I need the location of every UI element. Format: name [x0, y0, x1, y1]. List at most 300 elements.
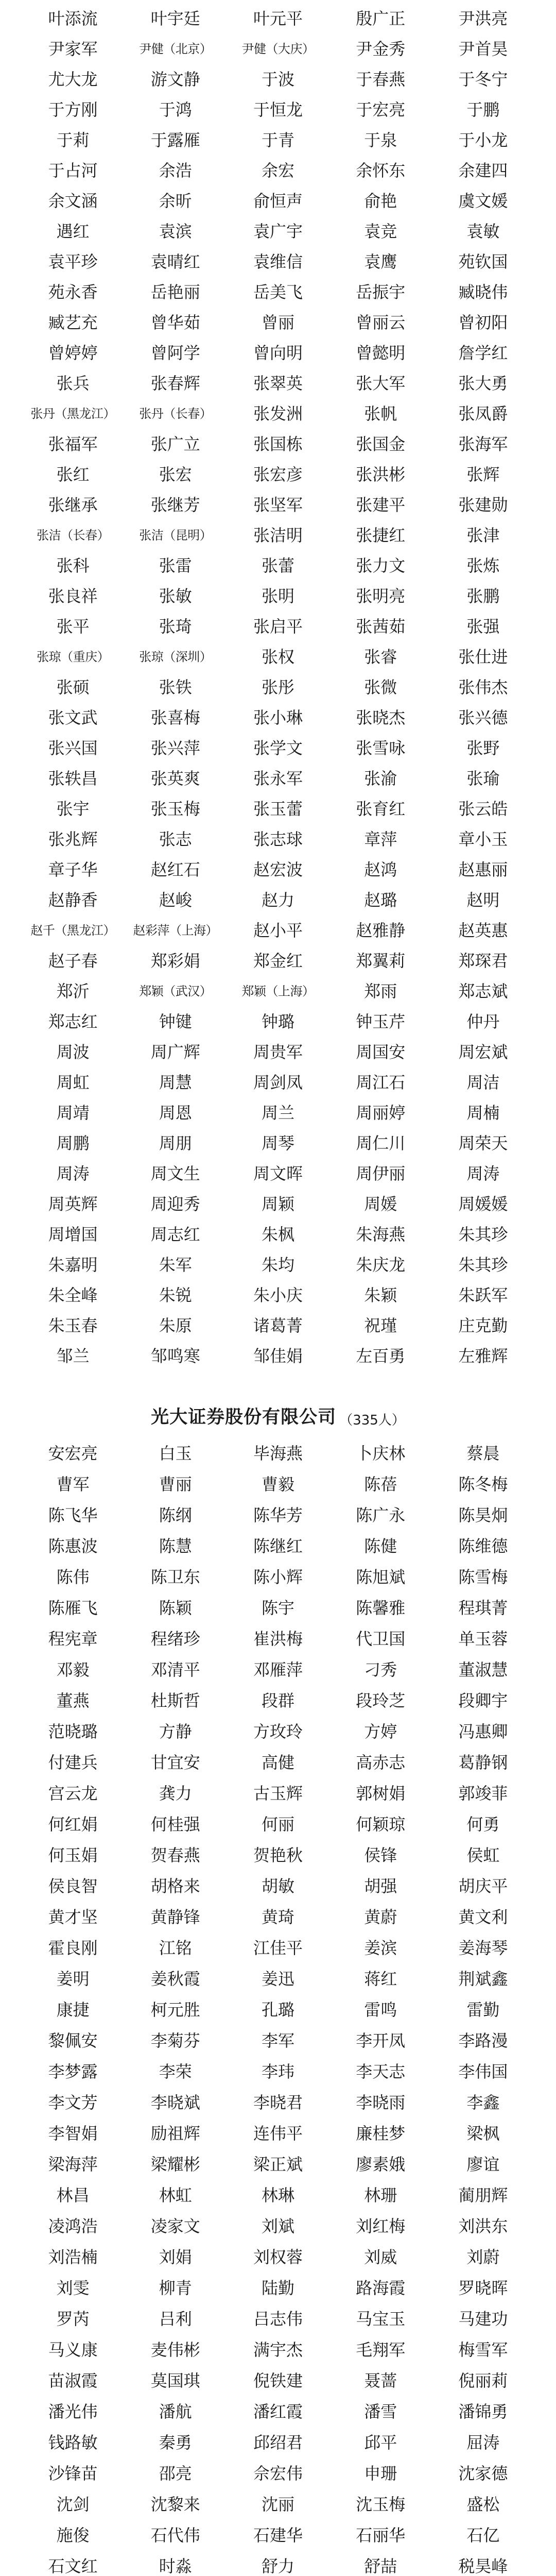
person-name: 刘浩楠 [48, 2247, 98, 2267]
person-name: 张建平 [356, 495, 406, 515]
person-name: 岳振宇 [356, 282, 406, 302]
person-name: 林虹 [159, 2185, 192, 2205]
person-name: 侯虹 [466, 1845, 500, 1865]
person-name: 周朋 [159, 1133, 192, 1153]
name-row [22, 2086, 534, 2117]
person-name: 钟键 [159, 1011, 192, 1031]
person-name: 姜迅 [261, 1969, 294, 1989]
person-name: 连伟平 [253, 2124, 303, 2143]
person-name: 尹洪亮 [458, 8, 508, 28]
person-name: 李菊芬 [150, 2031, 200, 2050]
person-name: 张辉 [466, 464, 500, 484]
name-row [22, 2550, 534, 2576]
person-name: 张琼（重庆） [37, 650, 110, 664]
person-name: 黄文利 [458, 1907, 508, 1927]
person-name: 臧晓伟 [458, 282, 508, 302]
person-name: 袁维信 [253, 251, 303, 272]
person-name: 于春燕 [356, 69, 406, 89]
person-name: 刘娟 [159, 2247, 192, 2267]
person-name: 张小琳 [253, 707, 303, 727]
person-name: 李晓雨 [356, 2093, 406, 2112]
member-count: （335人） [339, 1413, 405, 1428]
name-row [22, 944, 534, 975]
person-name: 张捷红 [356, 525, 406, 545]
person-name: 于小龙 [458, 130, 508, 150]
person-name: 路海霞 [356, 2278, 406, 2298]
name-row [22, 2488, 534, 2519]
person-name: 李晓君 [253, 2093, 303, 2112]
person-name: 倪丽莉 [458, 2371, 508, 2391]
person-name: 曾华茹 [150, 312, 200, 332]
person-name: 陈冬梅 [458, 1475, 508, 1494]
person-name: 赵峻 [159, 890, 192, 910]
person-name: 李梦露 [48, 2062, 98, 2081]
name-row [22, 1127, 534, 1157]
person-name: 朱其珍 [458, 1224, 508, 1244]
name-row [22, 1248, 534, 1279]
person-name: 张明亮 [356, 586, 406, 606]
name-row [22, 1499, 534, 1530]
person-name: 刘威 [364, 2247, 397, 2267]
person-name: 张广立 [150, 434, 200, 454]
person-name: 程宪章 [48, 1629, 98, 1649]
person-name: 李玮 [261, 2062, 294, 2081]
person-name: 赵子春 [48, 951, 98, 971]
person-name: 倪铁建 [253, 2371, 303, 2391]
person-name: 何红娟 [48, 1815, 98, 1834]
person-name: 邹佳娟 [253, 1346, 303, 1366]
person-name: 凌鸿浩 [48, 2216, 98, 2236]
name-row [22, 2272, 534, 2302]
person-name: 周仁川 [356, 1133, 406, 1153]
person-name: 舒力 [261, 2556, 294, 2576]
person-name: 付建兵 [48, 1753, 98, 1772]
person-name: 曾向明 [253, 343, 303, 363]
name-row [22, 367, 534, 397]
person-name: 贺艳秋 [253, 1845, 303, 1865]
person-name: 袁滨 [159, 221, 192, 241]
name-row [22, 397, 534, 428]
person-name: 马义康 [48, 2340, 98, 2360]
person-name: 张玉梅 [150, 799, 200, 819]
person-name: 张帆 [364, 403, 397, 423]
name-row [22, 2148, 534, 2179]
person-name: 张凤爵 [458, 403, 508, 423]
person-name: 胡庆平 [458, 1876, 508, 1896]
person-name: 蒋红 [364, 1969, 397, 1989]
person-name: 陈宇 [261, 1598, 294, 1618]
person-name: 尹金秀 [356, 39, 406, 59]
person-name: 龚力 [159, 1784, 192, 1803]
person-name: 方玫玲 [253, 1722, 303, 1741]
person-name: 梁海萍 [48, 2155, 98, 2174]
person-name: 尹健（大庆） [241, 42, 315, 56]
person-name: 陈雁飞 [48, 1598, 98, 1618]
person-name: 潘光伟 [48, 2402, 98, 2421]
person-name: 胡强 [364, 1876, 397, 1896]
person-name: 朱颖 [364, 1285, 397, 1305]
person-name: 张翠英 [253, 373, 303, 393]
name-row [22, 154, 534, 184]
person-name: 张继承 [48, 495, 98, 515]
person-name: 郭竣菲 [458, 1784, 508, 1803]
person-name: 张兴德 [458, 707, 508, 727]
person-name: 袁平珍 [48, 251, 98, 272]
person-name: 章萍 [364, 829, 397, 849]
person-name: 赵明 [466, 890, 500, 910]
person-name: 周媛 [364, 1194, 397, 1214]
person-name: 安宏亮 [48, 1444, 98, 1463]
name-row [22, 2302, 534, 2333]
person-name: 郑沂 [56, 981, 90, 1001]
person-name: 赵静香 [48, 890, 98, 910]
person-name: 马宝玉 [356, 2309, 406, 2329]
person-name: 曾初阳 [458, 312, 508, 332]
person-name: 申珊 [364, 2464, 397, 2483]
person-name: 程琪菁 [458, 1598, 508, 1618]
company-name: 光大证券股份有限公司 [151, 1407, 337, 1428]
person-name: 陈蓓 [364, 1475, 397, 1494]
person-name: 余怀东 [356, 160, 406, 180]
person-name: 张志球 [253, 829, 303, 849]
person-name: 张坚军 [253, 495, 303, 515]
person-name: 石丽华 [356, 2526, 406, 2545]
person-name: 刘斌 [261, 2216, 294, 2236]
person-name: 麦伟彬 [150, 2340, 200, 2360]
person-name: 侯良智 [48, 1876, 98, 1896]
name-row [22, 1653, 534, 1684]
person-name: 廉桂梦 [356, 2124, 406, 2143]
person-name: 于青 [261, 130, 294, 150]
person-name: 郑志红 [48, 1011, 98, 1031]
person-name: 何颖琼 [356, 1815, 406, 1834]
person-name: 李路漫 [458, 2031, 508, 2050]
person-name: 朱锐 [159, 1285, 192, 1305]
person-name: 于鸿 [159, 99, 192, 120]
person-name: 张文武 [48, 707, 98, 727]
name-row [22, 1993, 534, 2024]
person-name: 朱其珍 [458, 1255, 508, 1275]
person-name: 江佳平 [253, 1938, 303, 1958]
person-name: 周荣天 [458, 1133, 508, 1153]
person-name: 郭树娟 [356, 1784, 406, 1803]
person-name: 葛静钢 [458, 1753, 508, 1772]
name-row [22, 640, 534, 671]
person-name: 尹健（北京） [139, 42, 212, 56]
person-name: 朱枫 [261, 1224, 294, 1244]
person-name: 于波 [261, 69, 294, 89]
person-name: 邵亮 [159, 2464, 192, 2483]
name-row [22, 2179, 534, 2210]
name-row [22, 1309, 534, 1340]
person-name: 苑钦国 [458, 251, 508, 272]
person-name: 马建功 [458, 2309, 508, 2329]
person-name: 陈旭斌 [356, 1567, 406, 1587]
person-name: 左雅辉 [458, 1346, 508, 1366]
name-row [22, 1622, 534, 1653]
person-name: 朱玉春 [48, 1315, 98, 1335]
person-name: 邓毅 [56, 1660, 90, 1680]
person-name: 舒喆 [364, 2556, 397, 2576]
person-name: 姜滨 [364, 1938, 397, 1958]
person-name: 祝瑾 [364, 1315, 397, 1335]
person-name: 张学文 [253, 738, 303, 758]
person-name: 陈慧 [159, 1536, 192, 1556]
person-name: 何丽 [261, 1815, 294, 1834]
person-name: 何勇 [466, 1815, 500, 1834]
person-name: 白玉 [159, 1444, 192, 1463]
person-name: 陈雪梅 [458, 1567, 508, 1587]
person-name: 虞文媛 [458, 191, 508, 211]
person-name: 于恒龙 [253, 99, 303, 120]
person-name: 曾懿明 [356, 343, 406, 363]
person-name: 郑颖（上海） [241, 984, 315, 998]
person-name: 周波 [56, 1042, 90, 1062]
person-name: 李军 [261, 2031, 294, 2050]
name-row [22, 884, 534, 914]
person-name: 梁枫 [466, 2124, 500, 2143]
person-name: 周广辉 [150, 1042, 200, 1062]
person-name: 于占河 [48, 160, 98, 180]
name-row [22, 1157, 534, 1188]
person-name: 张春辉 [150, 373, 200, 393]
person-name: 莫国琪 [150, 2371, 200, 2391]
person-name: 满宇杰 [253, 2340, 303, 2360]
person-name: 邱绍君 [253, 2433, 303, 2452]
person-name: 沈剑 [56, 2495, 90, 2514]
person-name: 胡格来 [150, 1876, 200, 1896]
person-name: 李开凤 [356, 2031, 406, 2050]
person-name: 叶添流 [48, 8, 98, 28]
person-name: 张红 [56, 464, 90, 484]
name-row [22, 1870, 534, 1901]
person-name: 赵红石 [150, 859, 200, 879]
name-row [22, 1036, 534, 1066]
name-row [22, 2210, 534, 2241]
person-name: 佘宏伟 [253, 2464, 303, 2483]
person-name: 余建四 [458, 160, 508, 180]
person-name: 张洁（昆明） [139, 528, 212, 543]
person-name: 刘权蓉 [253, 2247, 303, 2267]
person-name: 朱军 [159, 1255, 192, 1275]
person-name: 钱路敏 [48, 2433, 98, 2452]
person-name: 黄静锋 [150, 1907, 200, 1927]
person-name: 叶元平 [253, 8, 303, 28]
person-name: 姜秋霞 [150, 1969, 200, 1989]
person-name: 张炼 [466, 555, 500, 575]
person-name: 郑彩娟 [150, 951, 200, 971]
person-name: 赵雅静 [356, 920, 406, 940]
person-name: 周媛媛 [458, 1194, 508, 1214]
person-name: 周洁 [466, 1072, 500, 1092]
name-row [22, 1746, 534, 1777]
person-name: 张蕾 [261, 555, 294, 575]
person-name: 曹军 [56, 1475, 90, 1494]
name-row [22, 1839, 534, 1870]
person-name: 尹家军 [48, 39, 98, 59]
name-row [22, 63, 534, 93]
person-name: 朱庆龙 [356, 1255, 406, 1275]
person-name: 周江石 [356, 1072, 406, 1092]
person-name: 郑翼莉 [356, 951, 406, 971]
person-name: 方婷 [364, 1722, 397, 1741]
person-name: 聂蔷 [364, 2371, 397, 2391]
person-name: 朱全峰 [48, 1285, 98, 1305]
person-name: 潘锦勇 [458, 2402, 508, 2421]
person-name: 章小玉 [458, 829, 508, 849]
person-name: 姜海琴 [458, 1938, 508, 1958]
person-name: 郑金红 [253, 951, 303, 971]
person-name: 沈玉梅 [356, 2495, 406, 2514]
name-row [22, 1218, 534, 1248]
person-name: 张永军 [253, 768, 303, 788]
person-name: 范晓璐 [48, 1722, 98, 1741]
person-name: 赵千（黑龙江） [30, 923, 115, 938]
person-name: 江铭 [159, 1938, 192, 1958]
person-name: 袁广宇 [253, 221, 303, 241]
name-row [22, 1437, 534, 1468]
person-name: 赵英惠 [458, 920, 508, 940]
person-name: 陈惠波 [48, 1536, 98, 1556]
person-name: 仲丹 [466, 1011, 500, 1031]
name-row [22, 32, 534, 63]
person-name: 姜明 [56, 1969, 90, 1989]
person-name: 张敏 [159, 586, 192, 606]
person-name: 周剑凤 [253, 1072, 303, 1092]
person-name: 余文涵 [48, 191, 98, 211]
name-row [22, 306, 534, 336]
person-name: 林昌 [56, 2185, 90, 2205]
name-row [22, 549, 534, 580]
name-row [22, 1808, 534, 1839]
person-name: 赵宏波 [253, 859, 303, 879]
person-name: 周兰 [261, 1103, 294, 1123]
person-name: 周文晖 [253, 1163, 303, 1183]
person-name: 叶宇廷 [150, 8, 200, 28]
name-row [22, 2333, 534, 2364]
person-name: 于泉 [364, 130, 397, 150]
person-name: 尤大龙 [48, 69, 98, 89]
person-name: 胡敏 [261, 1876, 294, 1896]
name-row [22, 519, 534, 549]
person-name: 周文生 [150, 1163, 200, 1183]
person-name: 周恩 [159, 1103, 192, 1123]
person-name: 赵璐 [364, 890, 397, 910]
person-name: 贺春燕 [150, 1845, 200, 1865]
person-name: 石亿 [466, 2526, 500, 2545]
person-name: 郑雨 [364, 981, 397, 1001]
person-name: 张丹（黑龙江） [30, 406, 115, 421]
person-name: 苗淑霞 [48, 2371, 98, 2391]
person-name: 赵彩萍（上海） [133, 923, 218, 938]
person-name: 柳青 [159, 2278, 192, 2298]
name-row [22, 1684, 534, 1715]
name-row [22, 1777, 534, 1808]
person-name: 张宏彦 [253, 464, 303, 484]
person-name: 张津 [466, 525, 500, 545]
person-name: 张鹏 [466, 586, 500, 606]
name-row [22, 428, 534, 458]
person-name: 董淑慧 [458, 1660, 508, 1680]
name-row [22, 2117, 534, 2148]
person-name: 张微 [364, 677, 397, 697]
person-name: 于露雁 [150, 130, 200, 150]
person-name: 俞艳 [364, 191, 397, 211]
person-name: 周涛 [56, 1163, 90, 1183]
person-name: 邓雁萍 [253, 1660, 303, 1680]
name-row [22, 2241, 534, 2272]
person-name: 邱平 [364, 2433, 397, 2452]
person-name: 林珊 [364, 2185, 397, 2205]
person-name: 黄琦 [261, 1907, 294, 1927]
person-name: 钟璐 [261, 1011, 294, 1031]
person-name: 张伟杰 [458, 677, 508, 697]
person-name: 盛松 [466, 2495, 500, 2514]
person-name: 朱小庆 [253, 1285, 303, 1305]
person-name: 尹首昊 [458, 39, 508, 59]
person-name: 张茜茹 [356, 616, 406, 636]
name-row [22, 1530, 534, 1561]
person-name: 诸葛菁 [253, 1315, 303, 1335]
person-name: 遇红 [56, 221, 90, 241]
name-row [22, 2519, 534, 2550]
person-name: 张云皓 [458, 799, 508, 819]
person-name: 余宏 [261, 160, 294, 180]
person-name: 曾婷婷 [48, 343, 98, 363]
person-name: 秦勇 [159, 2433, 192, 2452]
person-name: 于莉 [56, 130, 90, 150]
person-name: 李文芳 [48, 2093, 98, 2112]
name-row [22, 1561, 534, 1591]
name-row [22, 701, 534, 732]
person-name: 梅雪军 [458, 2340, 508, 2360]
person-name: 程绪珍 [150, 1629, 200, 1649]
person-name: 赵小平 [253, 920, 303, 940]
person-name: 康捷 [56, 2000, 90, 2020]
person-name: 周楠 [466, 1103, 500, 1123]
person-name: 李伟国 [458, 2062, 508, 2081]
person-name: 周增国 [48, 1224, 98, 1244]
person-name: 张野 [466, 738, 500, 758]
person-name: 张丹（长春） [139, 406, 212, 421]
person-name: 邹鸣寒 [150, 1346, 200, 1366]
person-name: 段玲芝 [356, 1691, 406, 1710]
name-row [22, 975, 534, 1005]
person-name: 陈继红 [253, 1536, 303, 1556]
person-name: 时淼 [159, 2556, 192, 2576]
person-name: 张兴国 [48, 738, 98, 758]
person-name: 何桂强 [150, 1815, 200, 1834]
name-row [22, 245, 534, 276]
person-name: 赵惠丽 [458, 859, 508, 879]
person-name: 沈黎来 [150, 2495, 200, 2514]
person-name: 周颖 [261, 1194, 294, 1214]
person-name: 方静 [159, 1722, 192, 1741]
person-name: 张海军 [458, 434, 508, 454]
person-name: 周慧 [159, 1072, 192, 1092]
person-name: 张建勋 [458, 495, 508, 515]
person-name: 李鑫 [466, 2093, 500, 2112]
person-name: 周鹏 [56, 1133, 90, 1153]
name-row [22, 1005, 534, 1036]
person-name: 张英爽 [150, 768, 200, 788]
person-name: 袁敏 [466, 221, 500, 241]
person-name: 霍良刚 [48, 1938, 98, 1958]
person-name: 周琴 [261, 1133, 294, 1153]
person-name: 凌家文 [150, 2216, 200, 2236]
person-name: 周宏斌 [458, 1042, 508, 1062]
name-row [22, 914, 534, 944]
